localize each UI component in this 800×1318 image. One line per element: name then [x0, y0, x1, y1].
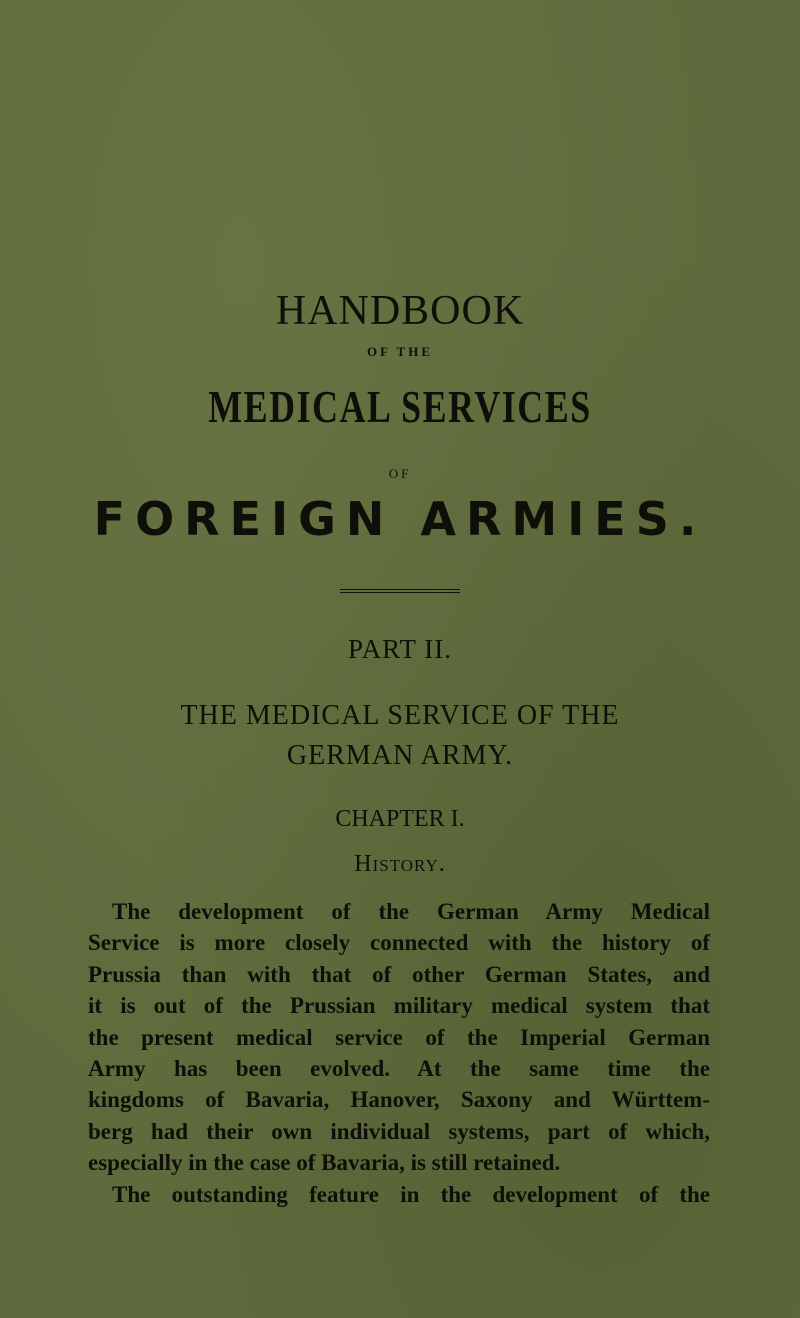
body-line: the present medical service of the Imperial German [88, 1024, 710, 1050]
decorative-rule [340, 589, 460, 593]
body-line: berg had their own individual systems, part of which, [88, 1118, 710, 1144]
title-medical-services: MEDICAL SERVICES [208, 381, 592, 432]
section-title-line-1: THE MEDICAL SERVICE OF THE [180, 700, 620, 731]
body-line: Prussia than with that of other German States, and [88, 961, 710, 987]
title-of-the: OF THE [366, 344, 434, 359]
chapter-subheading: History. [354, 851, 446, 877]
title-handbook: HANDBOOK [275, 288, 525, 334]
body-line: The outstanding feature in the development of the [112, 1181, 710, 1207]
body-line: especially in the case of Bavaria, is still retained. [88, 1150, 561, 1176]
body-line: Army has been evolved. At the same time the [88, 1056, 710, 1082]
body-line: it is out of the Prussian military medical system that [88, 993, 710, 1019]
body-paragraph [88, 896, 710, 1210]
title-of: OF [388, 466, 412, 481]
chapter-heading: CHAPTER I. [335, 806, 465, 832]
body-line: kingdoms of Bavaria, Hanover, Saxony and Württem- [88, 1087, 710, 1113]
title-foreign-armies: FOREIGN ARMIES. [93, 492, 707, 546]
section-title-line-2: GERMAN ARMY. [286, 740, 514, 771]
body-line: Service is more closely connected with the history of [88, 930, 710, 956]
part-heading: PART II. [348, 634, 452, 664]
body-line: The development of the German Army Medical [112, 899, 710, 924]
